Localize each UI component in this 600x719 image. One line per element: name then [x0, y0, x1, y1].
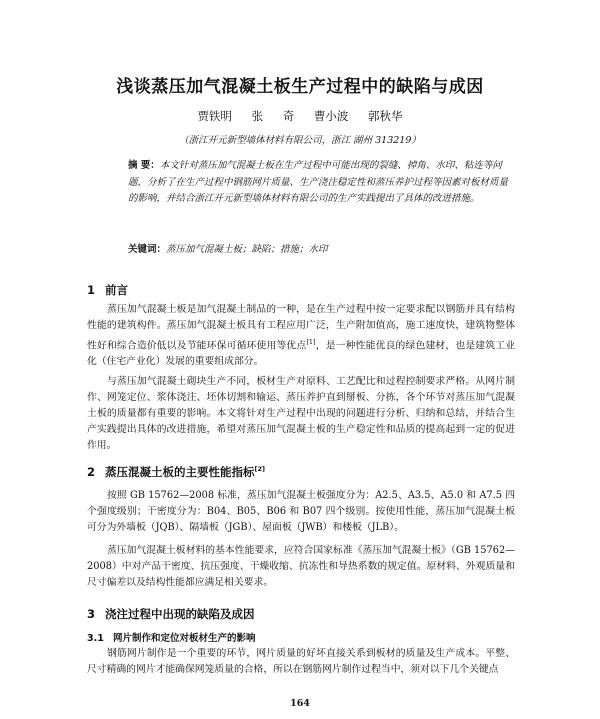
keywords: [128, 241, 508, 255]
section-heading-2: [87, 464, 265, 480]
section-heading-3: [87, 606, 255, 622]
paragraph-text: 按照 GB 15762—2008 标准，蒸压加气混凝土板强度分为：A2.5、A3.5、A5.0 和 A7.5 四个强度级别；干密度分为：B04、B05、B06 和 B07 四个级别。按使用性能，蒸压加气混凝土板可分为外墙板（JQB）、隔墙板（JGB）、屋面板（JWB）和楼板（JLB）。: [87, 490, 515, 533]
section-title: 蒸压混凝土板的主要性能指标: [105, 465, 255, 479]
section-title: 前言: [105, 283, 128, 297]
section-number: 2: [87, 465, 96, 479]
author-list: 贾铁明 张 奇 曹小波 郭秋华: [197, 109, 403, 123]
subsection-number: 3.1: [87, 633, 104, 644]
section-heading-1: [87, 282, 128, 298]
citation: [1]: [306, 338, 316, 346]
section-title: 浇注过程中出现的缺陷及成因: [105, 607, 255, 621]
section-number: 1: [87, 283, 96, 297]
paragraph-text: 蒸压加气混凝土板是加气混凝土制品的一种，是在生产过程中按一定要求配以钢筋并具有结构性能的建筑构件。蒸压加气混凝土板具有工程应用广泛，生产附加值高，施工速度快，建筑物整体性好和综合造价低以及节能环保可循环使用等优点: [87, 304, 515, 352]
citation: [2]: [254, 465, 265, 474]
paragraph: [87, 646, 515, 678]
paragraph: [87, 543, 515, 591]
paragraph-text: 蒸压加气混凝土板材料的基本性能要求，应符合国家标准《蒸压加气混凝土板》（GB 15762—2008）中对产品干密度、抗压强度、干燥收缩、抗冻性和导热系数的规定值。原材料、外观质量和尺寸偏差以及结构性能都应满足相关要求。: [87, 545, 515, 588]
abstract-label: 摘 要：: [128, 160, 160, 171]
paragraph: [87, 374, 515, 454]
section-number: 3: [87, 607, 96, 621]
subsection-title: 网片制作和定位对板材生产的影响: [113, 633, 256, 644]
paragraph-text: 钢筋网片制作是一个重要的环节，网片质量的好坏直接关系到板材的质量及生产成本。平整、尺寸精确的网片才能确保网笼质量的合格，所以在钢筋网片制作过程当中，须对以下几个关键点: [87, 648, 515, 675]
affiliation: （浙江开元新型墙体材料有限公司，浙江 湖州 313219）: [179, 135, 421, 146]
keywords-label: 关键词：: [128, 244, 167, 255]
abstract: [128, 158, 508, 208]
paper-title: 浅谈蒸压加气混凝土板生产过程中的缺陷与成因: [116, 77, 484, 97]
keywords-text: 蒸压加气混凝土板；缺陷；措施；水印: [166, 244, 328, 255]
paragraph: [87, 302, 515, 370]
page-number: 164: [290, 698, 310, 709]
paragraph-text: 与蒸压加气混凝土砌块生产不同，板材生产对原料、工艺配比和过程控制要求严格。从网片制作、网笼定位、浆体浇注、坯体切割和输运、蒸压养护直到掰板、分拣，各个环节对蒸压加气混凝土板的质量都有重要的影响。本文将针对生产过程中出现的问题进行分析、归纳和总结，并结合生产实践提出具体的改进措施，希望对蒸压加气混凝土板的生产稳定性和品质的提高起到一定的促进作用。: [87, 376, 515, 451]
abstract-text: 本文针对蒸压加气混凝土板在生产过程中可能出现的裂缝、掉角、水印、粘连等问题，分析了在生产过程中钢筋网片质量、生产浇注稳定性和蒸压养护过程等因素对板材质量的影响，并结合浙江开元新型墙体材料有限公司的生产实践提出了具体的改进措施。: [128, 160, 509, 204]
subsection-heading-3-1: [87, 630, 256, 644]
paragraph: [87, 488, 515, 536]
paragraph-text: ，是一种性能优良的绿色建材，也是建筑工业化（住宅产业化）发展的重要组成部分。: [87, 340, 516, 368]
